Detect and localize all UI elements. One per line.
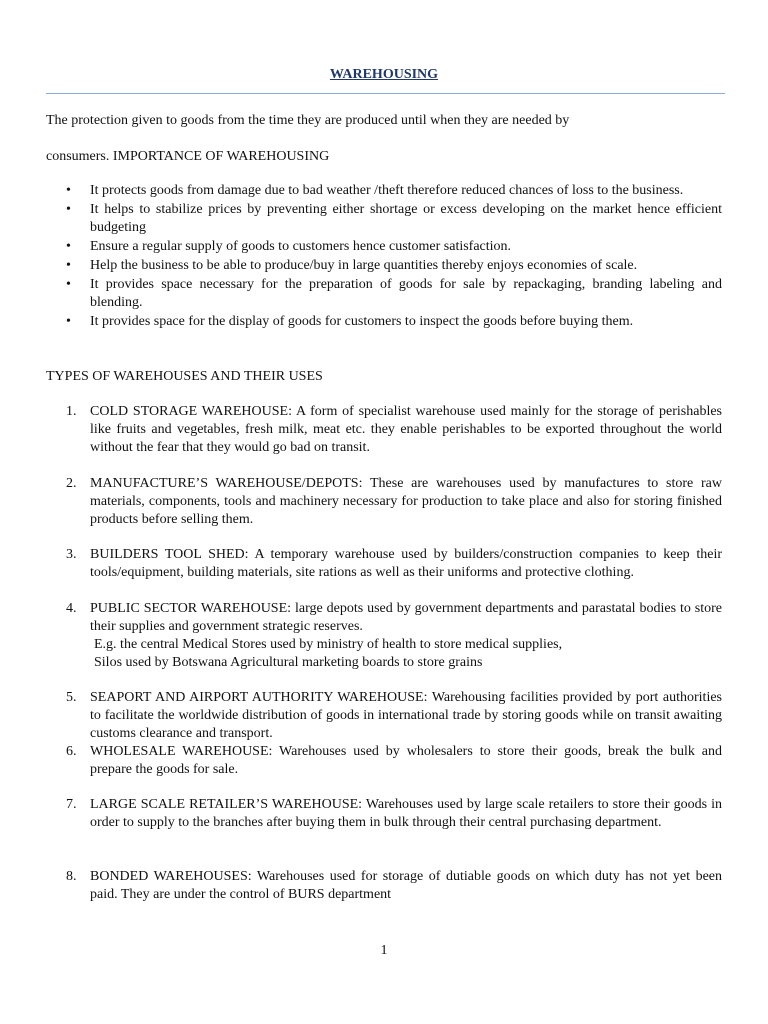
- type-item-builders-shed: [46, 546, 722, 582]
- item-text: SEAPORT AND AIRPORT AUTHORITY WAREHOUSE: Warehousing facilities provided by port authorities to facilitate the worldwide distribution of goods in international trade by storing goods while on transit awaiting customs clearance and transport.: [90, 690, 722, 741]
- item-text: LARGE SCALE RETAILER’S WAREHOUSE: Warehouses used by large scale retailers to store their goods in order to supply to the branches after buying them in bulk through their central purchasing department.: [90, 797, 722, 830]
- item-number: 3.: [66, 547, 77, 562]
- item-text: COLD STORAGE WAREHOUSE: A form of specialist warehouse used mainly for the storage of perishables like fruits and vegetables, fresh milk, meat etc. they enable perishables to be exported throughout the world without the fear that they would go bad on transit.: [90, 404, 722, 455]
- item-text: MANUFACTURE’S WAREHOUSE/DEPOTS: These are warehouses used by manufactures to store raw materials, components, tools and machinery necessary for production to take place and also for storing finished products before selling them.: [90, 476, 722, 527]
- item-number: 7.: [66, 797, 77, 812]
- item-number: 2.: [66, 476, 77, 491]
- types-heading: TYPES OF WAREHOUSES AND THEIR USES: [46, 369, 323, 384]
- list-item: • Help the business to be able to produce/buy in large quantities thereby enjoys economies of scale.: [46, 257, 722, 275]
- item-number: 5.: [66, 690, 77, 705]
- intro-line-1: The protection given to goods from the time they are produced until when they are needed by: [46, 113, 570, 128]
- type-item-seaport-airport: [46, 689, 722, 743]
- type-item-manufacture: [46, 475, 722, 529]
- type-item-cold-storage: [46, 403, 722, 457]
- item-text: BUILDERS TOOL SHED: A temporary warehouse used by builders/construction companies to keep their tools/equipment, building materials, site rations as well as their uniforms and protective clothing.: [90, 547, 722, 580]
- item-number: 8.: [66, 869, 77, 884]
- list-item: • It provides space for the display of goods for customers to inspect the goods before buying them.: [46, 313, 722, 331]
- importance-list: [46, 182, 722, 332]
- item-text: PUBLIC SECTOR WAREHOUSE: large depots used by government departments and parastatal bodies to store their supplies and government strategic reserves.: [90, 601, 722, 634]
- item-text: WHOLESALE WAREHOUSE: Warehouses used by wholesalers to store their goods, break the bulk and prepare the goods for sale.: [90, 744, 722, 777]
- item-number: 1.: [66, 404, 77, 419]
- list-item: • It helps to stabilize prices by preventing either shortage or excess developing on the market hence efficient budgeting: [46, 201, 722, 237]
- type-item-bonded: [46, 868, 722, 904]
- list-item: • Ensure a regular supply of goods to customers hence customer satisfaction.: [46, 238, 722, 256]
- item-example-2: Silos used by Botswana Agricultural marketing boards to store grains: [94, 655, 483, 670]
- type-item-large-scale-retailer: [46, 796, 722, 832]
- type-item-wholesale: [46, 743, 722, 779]
- intro-line-2: consumers. IMPORTANCE OF WAREHOUSING: [46, 149, 330, 164]
- page-number: 1: [380, 943, 388, 958]
- list-item: • It provides space necessary for the preparation of goods for sale by repackaging, branding labeling and blending.: [46, 276, 722, 312]
- item-number: 6.: [66, 744, 77, 759]
- list-item: • It protects goods from damage due to bad weather /theft therefore reduced chances of loss to the business.: [46, 182, 722, 200]
- page-title: WAREHOUSING: [329, 67, 439, 82]
- title-rule: [46, 93, 725, 94]
- item-number: 4.: [66, 601, 77, 616]
- item-text: BONDED WAREHOUSES: Warehouses used for storage of dutiable goods on which duty has not yet been paid. They are under the control of BURS department: [90, 869, 722, 902]
- item-example-1: E.g. the central Medical Stores used by ministry of health to store medical supplies,: [94, 637, 563, 652]
- type-item-public-sector: [46, 600, 722, 672]
